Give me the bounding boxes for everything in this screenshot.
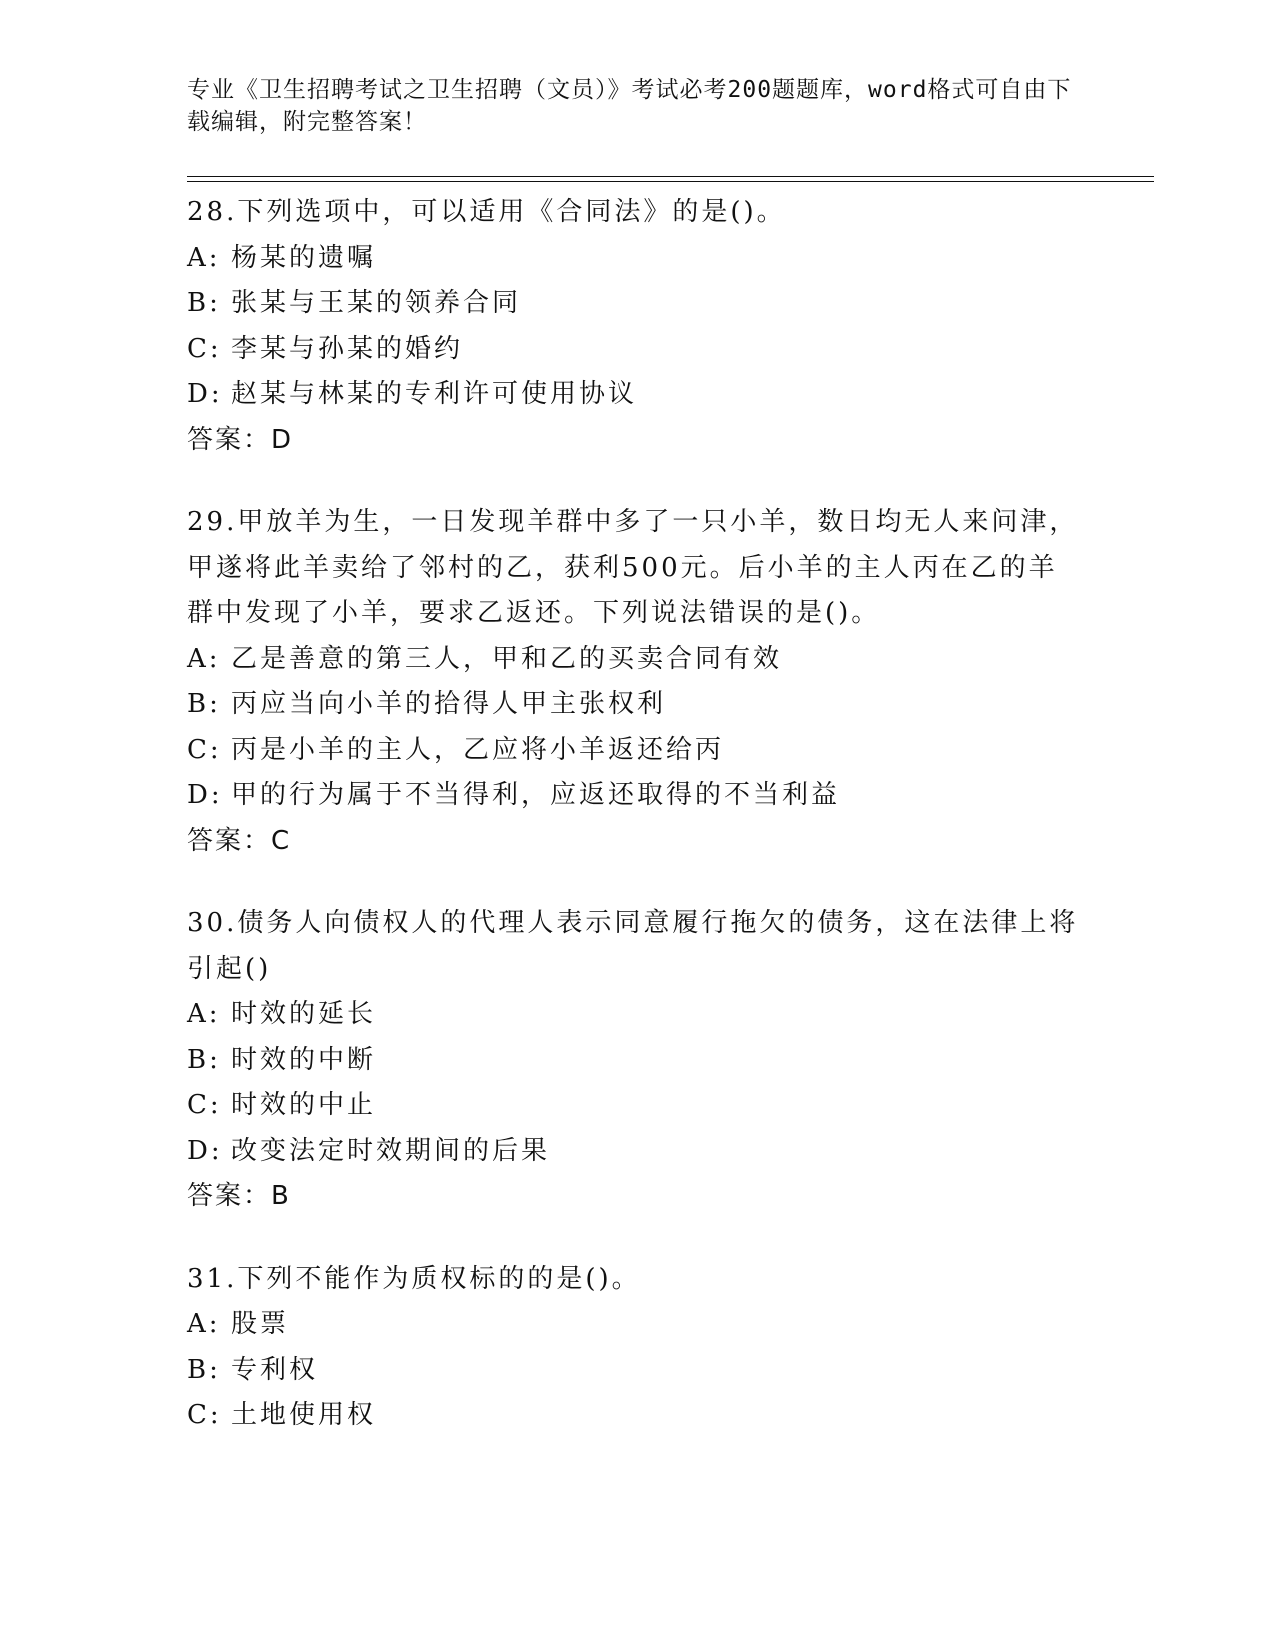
option-text: 杨某的遗嘱 [231,242,377,273]
answer-line [187,418,1087,464]
question-stem: 甲遂将此羊卖给了邻村的乙，获利500元。后小羊的主人丙在乙的羊 [187,552,1058,583]
question-block [187,190,1087,463]
answer-line [187,819,1087,865]
option-text: 丙是小羊的主人，乙应将小羊返还给丙 [231,734,725,765]
option-text: 土地使用权 [231,1400,377,1430]
option-letter: C: [187,734,222,765]
option-letter: C: [187,1400,222,1430]
answer-option [187,372,1087,418]
question-stem: 29.甲放羊为生，一日发现羊群中多了一只小羊，数日均无人来问津， [187,507,1079,537]
option-letter: D: [187,1135,223,1166]
option-text: 改变法定时效期间的后果 [231,1135,551,1166]
question-stem: 31.下列不能作为质权标的的是()。 [187,1263,641,1294]
option-letter: C: [187,333,222,364]
header-divider-bottom [187,181,1154,182]
answer-option [187,281,1087,327]
option-letter: B: [187,1044,221,1075]
answer-line [187,1174,1087,1220]
option-text: 时效的中止 [231,1090,377,1120]
option-letter: A: [187,643,221,674]
answer-option [187,637,1087,683]
option-text: 丙应当向小羊的拾得人甲主张权利 [231,689,667,719]
question-stem: 群中发现了小羊，要求乙返还。下列说法错误的是()。 [187,598,881,628]
option-letter: D: [187,780,223,810]
option-letter: B: [187,1354,221,1385]
answer-option [187,1348,1087,1394]
answer-option [187,728,1087,774]
answer-label: 答案： [187,1181,272,1211]
answer-option [187,327,1087,373]
option-letter: A: [187,999,221,1029]
answer-option [187,1083,1087,1129]
option-letter: A: [187,1309,221,1339]
answer-option [187,1393,1087,1439]
option-text: 乙是善意的第三人，甲和乙的买卖合同有效 [231,643,783,674]
question-list [187,190,1087,1476]
question-block [187,500,1087,864]
option-letter: D: [187,379,223,409]
question-stem: 引起() [187,953,272,984]
answer-label: 答案： [187,825,272,856]
answer-value: C [271,825,292,856]
answer-value: D [271,424,294,455]
question-stem: 30.债务人向债权人的代理人表示同意履行拖欠的债务，这在法律上将 [187,908,1079,938]
answer-option [187,773,1087,819]
option-text: 专利权 [231,1354,319,1385]
question-block [187,1257,1087,1439]
question-block [187,901,1087,1220]
option-letter: C: [187,1090,222,1120]
answer-value: B [271,1181,291,1211]
option-text: 李某与孙某的婚约 [231,333,464,364]
option-text: 股票 [231,1309,290,1339]
question-stem: 28.下列选项中，可以适用《合同法》的是()。 [187,197,786,227]
answer-option [187,236,1087,282]
option-text: 时效的延长 [231,999,377,1029]
answer-option [187,1129,1087,1175]
answer-label: 答案： [187,424,272,455]
answer-option [187,992,1087,1038]
option-text: 张某与王某的领养合同 [231,288,522,318]
option-text: 赵某与林某的专利许可使用协议 [231,379,638,409]
answer-option [187,682,1087,728]
option-letter: B: [187,689,221,719]
option-letter: A: [187,242,221,273]
header-divider-top [187,176,1154,177]
answer-option [187,1302,1087,1348]
option-letter: B: [187,288,221,318]
option-text: 时效的中断 [231,1044,377,1075]
document-header: 专业《卫生招聘考试之卫生招聘（文员）》考试必考200题题库，word格式可自由下载编辑，附完整答案！ [187,77,1072,135]
answer-option [187,1038,1087,1084]
option-text: 甲的行为属于不当得利，应返还取得的不当利益 [231,780,841,810]
